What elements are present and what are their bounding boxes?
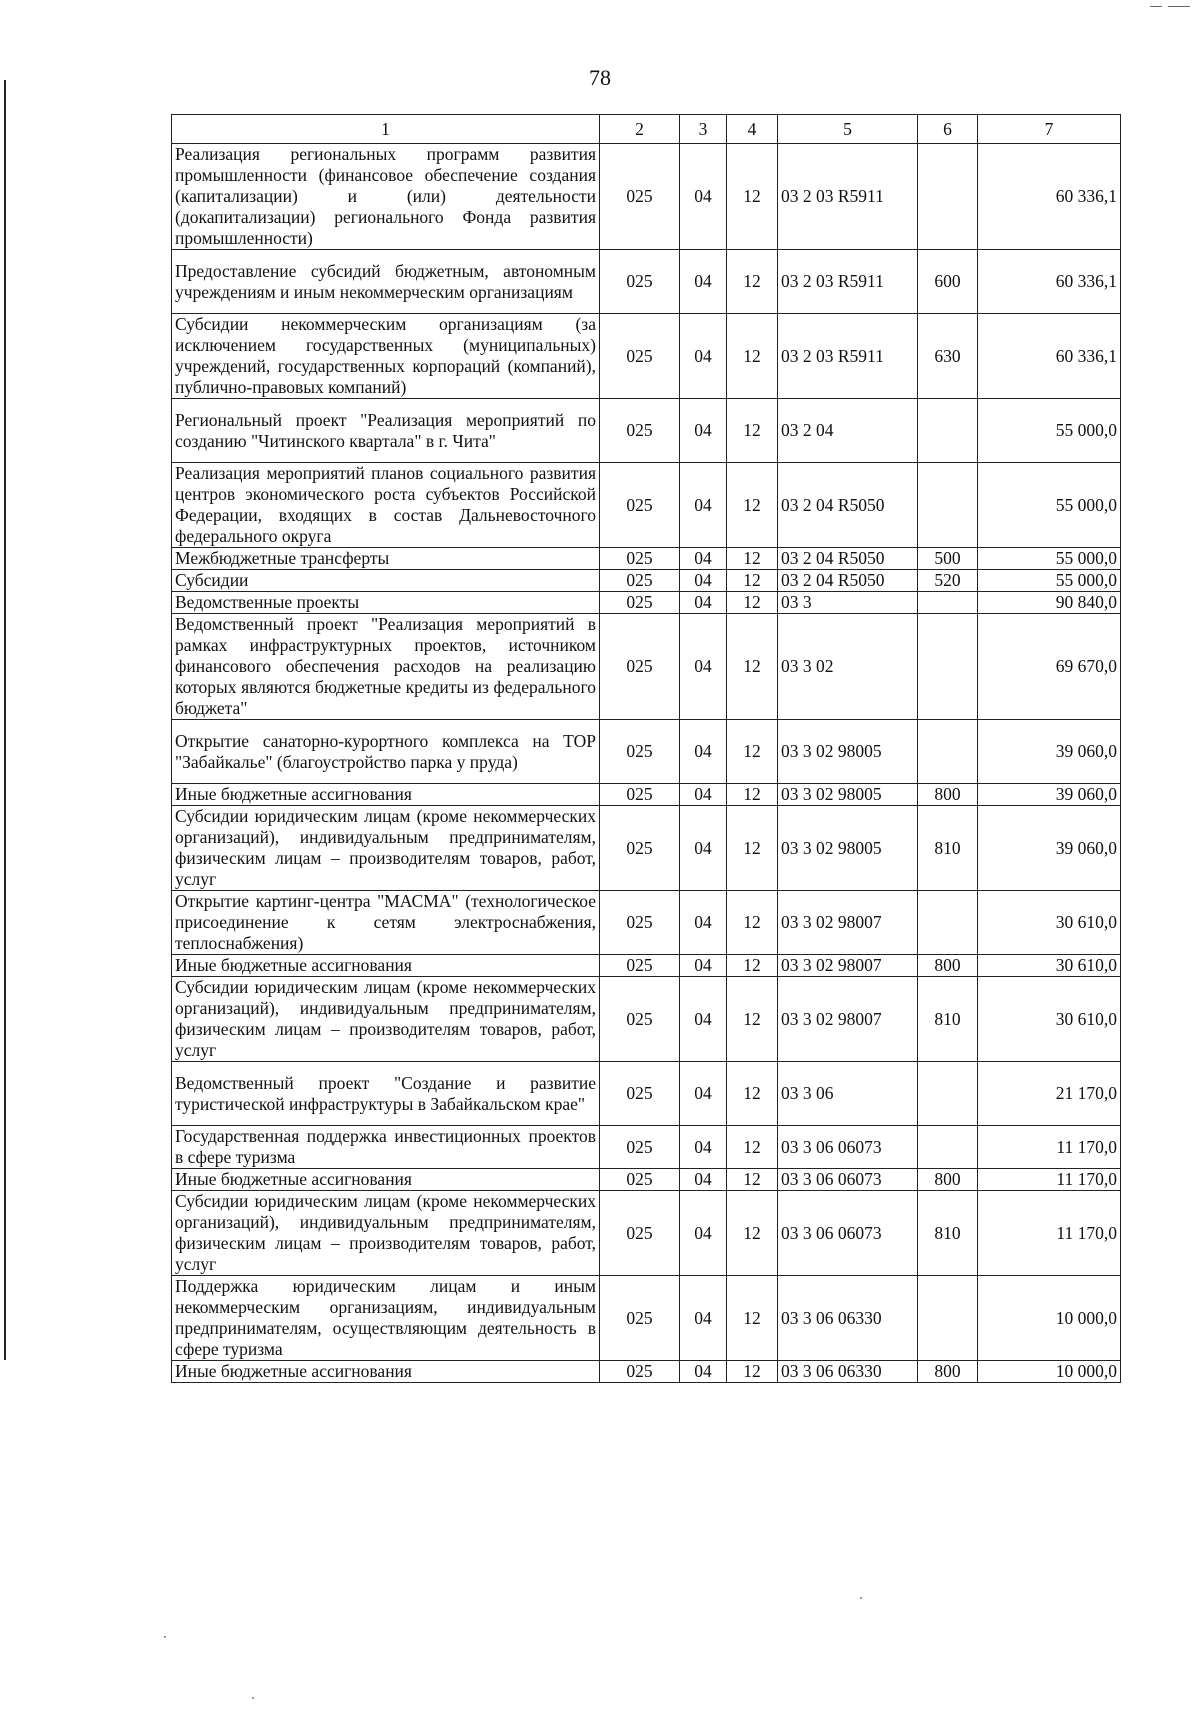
table-row (172, 614, 1121, 720)
subsection-code: 12 (727, 1191, 778, 1276)
row-name: Ведомственный проект "Реализация мероприятий в рамках инфраструктурных проектов, источником финансового обеспечения расходов на реализацию которых являются бюджетные кредиты из федерального бюджета" (172, 614, 600, 720)
subsection-code: 12 (727, 144, 778, 250)
section-code: 04 (680, 720, 727, 784)
subsection-code: 12 (727, 784, 778, 806)
row-name: Предоставление субсидий бюджетным, автономным учреждениям и иным некоммерческим организациям (172, 250, 600, 314)
amount: 30 610,0 (978, 955, 1121, 977)
budget-table (171, 114, 1121, 1383)
row-name: Поддержка юридическим лицам и иным некоммерческим организациям, индивидуальным предпринимателям, осуществляющим деятельность в сфере туризма (172, 1276, 600, 1361)
row-name: Ведомственный проект "Создание и развитие туристической инфраструктуры в Забайкальском крае" (172, 1062, 600, 1126)
expense-type-code: 810 (918, 806, 978, 891)
row-name: Субсидии юридическим лицам (кроме некоммерческих организаций), индивидуальным предпринимателям, физическим лицам – производителям товаров, работ, услуг (172, 806, 600, 891)
section-code: 04 (680, 1361, 727, 1383)
table-row (172, 977, 1121, 1062)
expense-type-code: 800 (918, 955, 978, 977)
table-row (172, 250, 1121, 314)
table-header-row (172, 115, 1121, 144)
ministry-code: 025 (600, 250, 680, 314)
amount: 55 000,0 (978, 463, 1121, 548)
expense-type-code (918, 1062, 978, 1126)
row-name: Открытие санаторно-курортного комплекса на ТОР "Забайкалье" (благоустройство парка у пруда) (172, 720, 600, 784)
ministry-code: 025 (600, 144, 680, 250)
amount: 55 000,0 (978, 548, 1121, 570)
section-code: 04 (680, 463, 727, 548)
subsection-code: 12 (727, 250, 778, 314)
section-code: 04 (680, 570, 727, 592)
ministry-code: 025 (600, 314, 680, 399)
target-article-code: 03 2 04 R5050 (778, 548, 918, 570)
ministry-code: 025 (600, 614, 680, 720)
row-name: Субсидии некоммерческим организациям (за исключением государственных (муниципальных) учреждений, государственных корпораций (компаний), публично-правовых компаний) (172, 314, 600, 399)
section-code: 04 (680, 592, 727, 614)
ministry-code: 025 (600, 1361, 680, 1383)
column-header: 3 (680, 115, 727, 144)
section-code: 04 (680, 1276, 727, 1361)
target-article-code: 03 3 02 98007 (778, 977, 918, 1062)
subsection-code: 12 (727, 1276, 778, 1361)
ministry-code: 025 (600, 1276, 680, 1361)
target-article-code: 03 2 04 R5050 (778, 570, 918, 592)
amount: 10 000,0 (978, 1361, 1121, 1383)
table-row (172, 1361, 1121, 1383)
amount: 11 170,0 (978, 1191, 1121, 1276)
expense-type-code: 800 (918, 784, 978, 806)
table-row (172, 144, 1121, 250)
amount: 90 840,0 (978, 592, 1121, 614)
target-article-code: 03 3 06 06073 (778, 1169, 918, 1191)
section-code: 04 (680, 614, 727, 720)
section-code: 04 (680, 250, 727, 314)
amount: 39 060,0 (978, 720, 1121, 784)
expense-type-code: 500 (918, 548, 978, 570)
amount: 39 060,0 (978, 784, 1121, 806)
table-row (172, 592, 1121, 614)
ministry-code: 025 (600, 720, 680, 784)
target-article-code: 03 3 (778, 592, 918, 614)
expense-type-code: 800 (918, 1169, 978, 1191)
amount: 60 336,1 (978, 250, 1121, 314)
target-article-code: 03 3 06 (778, 1062, 918, 1126)
target-article-code: 03 3 02 (778, 614, 918, 720)
subsection-code: 12 (727, 314, 778, 399)
section-code: 04 (680, 144, 727, 250)
target-article-code: 03 2 03 R5911 (778, 314, 918, 399)
subsection-code: 12 (727, 1126, 778, 1169)
amount: 11 170,0 (978, 1169, 1121, 1191)
table-row (172, 463, 1121, 548)
expense-type-code (918, 399, 978, 463)
column-header: 4 (727, 115, 778, 144)
target-article-code: 03 3 02 98007 (778, 955, 918, 977)
subsection-code: 12 (727, 720, 778, 784)
subsection-code: 12 (727, 806, 778, 891)
subsection-code: 12 (727, 891, 778, 955)
row-name: Иные бюджетные ассигнования (172, 955, 600, 977)
section-code: 04 (680, 1062, 727, 1126)
expense-type-code (918, 1276, 978, 1361)
table-row (172, 570, 1121, 592)
section-code: 04 (680, 314, 727, 399)
section-code: 04 (680, 1169, 727, 1191)
row-name: Государственная поддержка инвестиционных проектов в сфере туризма (172, 1126, 600, 1169)
amount: 30 610,0 (978, 891, 1121, 955)
expense-type-code (918, 592, 978, 614)
subsection-code: 12 (727, 399, 778, 463)
expense-type-code: 630 (918, 314, 978, 399)
table-row (172, 1062, 1121, 1126)
section-code: 04 (680, 1126, 727, 1169)
subsection-code: 12 (727, 548, 778, 570)
table-row (172, 548, 1121, 570)
subsection-code: 12 (727, 592, 778, 614)
expense-type-code (918, 614, 978, 720)
row-name: Субсидии (172, 570, 600, 592)
row-name: Межбюджетные трансферты (172, 548, 600, 570)
ministry-code: 025 (600, 463, 680, 548)
target-article-code: 03 3 06 06330 (778, 1361, 918, 1383)
ministry-code: 025 (600, 891, 680, 955)
table-row (172, 806, 1121, 891)
expense-type-code: 810 (918, 977, 978, 1062)
expense-type-code: 520 (918, 570, 978, 592)
ministry-code: 025 (600, 784, 680, 806)
section-code: 04 (680, 399, 727, 463)
section-code: 04 (680, 977, 727, 1062)
subsection-code: 12 (727, 955, 778, 977)
target-article-code: 03 2 03 R5911 (778, 250, 918, 314)
row-name: Реализация мероприятий планов социального развития центров экономического роста субъектов Российской Федерации, входящих в состав Дальневосточного федерального округа (172, 463, 600, 548)
ministry-code: 025 (600, 570, 680, 592)
target-article-code: 03 3 06 06073 (778, 1191, 918, 1276)
subsection-code: 12 (727, 614, 778, 720)
target-article-code: 03 3 02 98007 (778, 891, 918, 955)
target-article-code: 03 3 06 06073 (778, 1126, 918, 1169)
row-name: Реализация региональных программ развития промышленности (финансовое обеспечение создания (капитализации) и (или) деятельности (докапитализации) регионального Фонда развития промышленности) (172, 144, 600, 250)
ministry-code: 025 (600, 1169, 680, 1191)
column-header: 6 (918, 115, 978, 144)
table-row (172, 784, 1121, 806)
section-code: 04 (680, 806, 727, 891)
subsection-code: 12 (727, 1062, 778, 1126)
amount: 10 000,0 (978, 1276, 1121, 1361)
table-row (172, 399, 1121, 463)
column-header: 5 (778, 115, 918, 144)
section-code: 04 (680, 784, 727, 806)
table-row (172, 1191, 1121, 1276)
ministry-code: 025 (600, 955, 680, 977)
ministry-code: 025 (600, 1191, 680, 1276)
expense-type-code (918, 891, 978, 955)
row-name: Субсидии юридическим лицам (кроме некоммерческих организаций), индивидуальным предпринимателям, физическим лицам – производителям товаров, работ, услуг (172, 977, 600, 1062)
amount: 21 170,0 (978, 1062, 1121, 1126)
ministry-code: 025 (600, 592, 680, 614)
ministry-code: 025 (600, 399, 680, 463)
ministry-code: 025 (600, 1062, 680, 1126)
scan-artifact (1168, 6, 1190, 7)
scan-speck (252, 1697, 254, 1699)
expense-type-code (918, 144, 978, 250)
subsection-code: 12 (727, 570, 778, 592)
subsection-code: 12 (727, 1169, 778, 1191)
table-row (172, 1276, 1121, 1361)
ministry-code: 025 (600, 977, 680, 1062)
subsection-code: 12 (727, 977, 778, 1062)
row-name: Иные бюджетные ассигнования (172, 784, 600, 806)
scan-artifact (1150, 6, 1162, 7)
table-row (172, 1126, 1121, 1169)
table-row (172, 314, 1121, 399)
amount: 69 670,0 (978, 614, 1121, 720)
ministry-code: 025 (600, 806, 680, 891)
expense-type-code: 600 (918, 250, 978, 314)
amount: 30 610,0 (978, 977, 1121, 1062)
target-article-code: 03 2 04 (778, 399, 918, 463)
row-name: Открытие картинг-центра "МАСМА" (технологическое присоединение к сетям электроснабжения, теплоснабжения) (172, 891, 600, 955)
table-row (172, 720, 1121, 784)
target-article-code: 03 3 02 98005 (778, 784, 918, 806)
ministry-code: 025 (600, 1126, 680, 1169)
expense-type-code (918, 720, 978, 784)
target-article-code: 03 2 04 R5050 (778, 463, 918, 548)
row-name: Иные бюджетные ассигнования (172, 1169, 600, 1191)
amount: 60 336,1 (978, 144, 1121, 250)
scan-speck (860, 1597, 862, 1599)
column-header: 1 (172, 115, 600, 144)
amount: 55 000,0 (978, 570, 1121, 592)
section-code: 04 (680, 548, 727, 570)
section-code: 04 (680, 955, 727, 977)
expense-type-code: 800 (918, 1361, 978, 1383)
column-header: 2 (600, 115, 680, 144)
table-row (172, 1169, 1121, 1191)
amount: 39 060,0 (978, 806, 1121, 891)
expense-type-code: 810 (918, 1191, 978, 1276)
table-row (172, 891, 1121, 955)
ministry-code: 025 (600, 548, 680, 570)
target-article-code: 03 2 03 R5911 (778, 144, 918, 250)
page-number: 78 (589, 65, 611, 90)
row-name: Субсидии юридическим лицам (кроме некоммерческих организаций), индивидуальным предпринимателям, физическим лицам – производителям товаров, работ, услуг (172, 1191, 600, 1276)
amount: 11 170,0 (978, 1126, 1121, 1169)
row-name: Иные бюджетные ассигнования (172, 1361, 600, 1383)
subsection-code: 12 (727, 1361, 778, 1383)
section-code: 04 (680, 891, 727, 955)
table-row (172, 955, 1121, 977)
expense-type-code (918, 1126, 978, 1169)
target-article-code: 03 3 06 06330 (778, 1276, 918, 1361)
scan-speck (164, 1636, 166, 1638)
target-article-code: 03 3 02 98005 (778, 806, 918, 891)
amount: 60 336,1 (978, 314, 1121, 399)
row-name: Региональный проект "Реализация мероприятий по созданию "Читинского квартала" в г. Чита" (172, 399, 600, 463)
subsection-code: 12 (727, 463, 778, 548)
row-name: Ведомственные проекты (172, 592, 600, 614)
column-header: 7 (978, 115, 1121, 144)
scan-left-edge (4, 80, 6, 1360)
target-article-code: 03 3 02 98005 (778, 720, 918, 784)
section-code: 04 (680, 1191, 727, 1276)
expense-type-code (918, 463, 978, 548)
amount: 55 000,0 (978, 399, 1121, 463)
